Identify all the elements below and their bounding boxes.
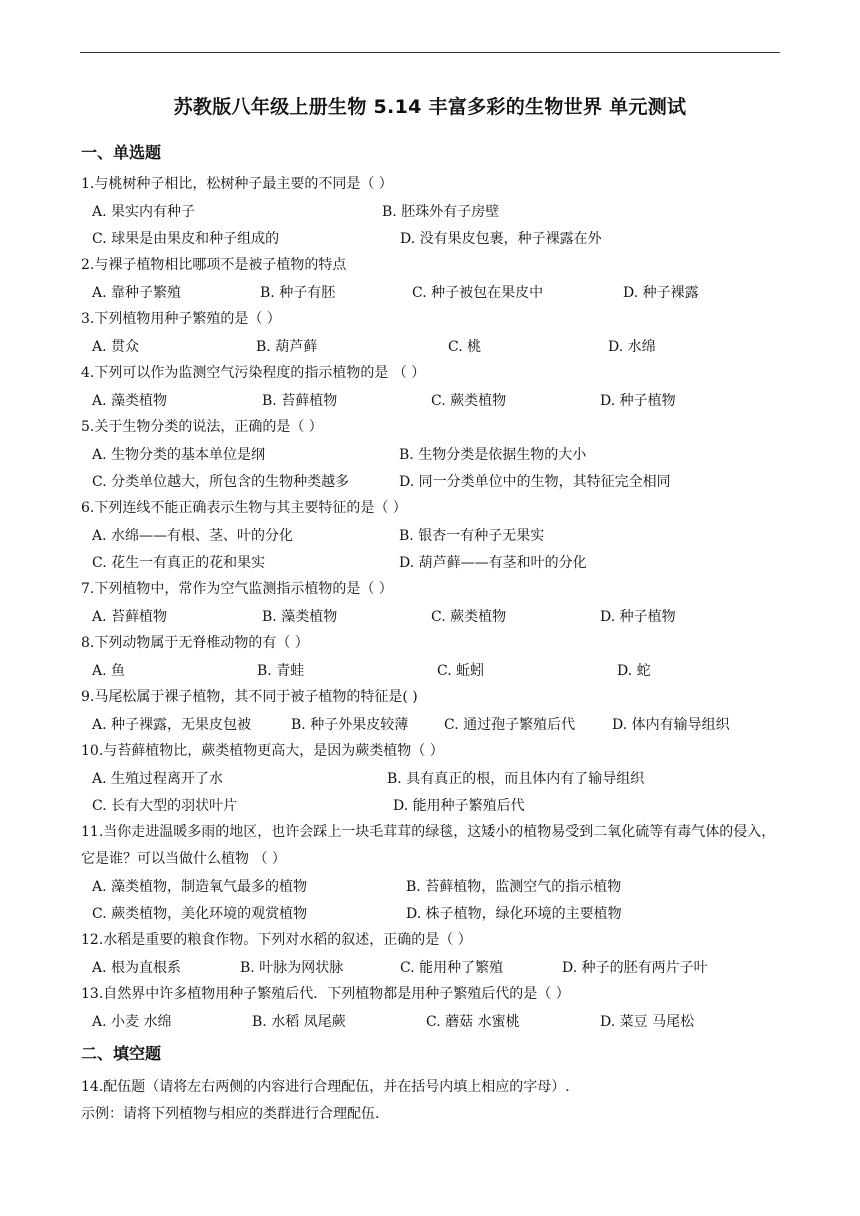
q5-option-a: A. 生物分类的基本单位是纲	[92, 447, 266, 463]
q12-option-b: B. 叶脉为网状脉	[240, 960, 344, 976]
question-3-stem: 3.下列植物用种子繁殖的是（ ）	[81, 311, 281, 327]
q13-option-c: C. 蘑菇 水蜜桃	[426, 1014, 520, 1030]
q11-option-b: B. 苔藓植物，监测空气的指示植物	[406, 879, 622, 895]
q4-option-b: B. 苔藓植物	[262, 393, 338, 409]
q9-option-b: B. 种子外果皮较薄	[291, 717, 409, 733]
q3-option-d: D. 水绵	[608, 339, 656, 355]
q1-option-b: B. 胚珠外有子房壁	[382, 204, 500, 220]
q9-option-c: C. 通过孢子繁殖后代	[444, 717, 576, 733]
question-2-stem: 2.与裸子植物相比哪项不是被子植物的特点	[81, 257, 347, 273]
question-6-stem: 6.下列连线不能正确表示生物与其主要特征的是（ ）	[81, 500, 407, 516]
question-11-stem: 11.当你走进温暖多雨的地区，也许会踩上一块毛茸茸的绿毯，这矮小的植物易受到二氧化硫等有毒气体的侵入，它是谁？可以当做什么植物 （ ）	[81, 824, 776, 867]
q1-option-c: C. 球果是由果皮和种子组成的	[92, 231, 280, 247]
q10-option-c: C. 长有大型的羽状叶片	[92, 798, 238, 814]
q10-option-b: B. 具有真正的根，而且体内有了输导组织	[387, 771, 645, 787]
q8-option-a: A. 鱼	[92, 663, 126, 679]
question-14-example: 示例：请将下列植物与相应的类群进行合理配伍.	[81, 1106, 380, 1122]
q11-option-c: C. 蕨类植物，美化环境的观赏植物	[92, 906, 308, 922]
q10-option-a: A. 生殖过程离开了水	[92, 771, 224, 787]
question-7-stem: 7.下列植物中，常作为空气监测指示植物的是（ ）	[81, 581, 393, 597]
q13-option-d: D. 菜豆 马尾松	[600, 1014, 695, 1030]
q2-option-d: D. 种子裸露	[623, 285, 699, 301]
q2-option-a: A. 靠种子繁殖	[92, 285, 182, 301]
q9-option-a: A. 种子裸露，无果皮包被	[92, 717, 252, 733]
q5-option-d: D. 同一分类单位中的生物，其特征完全相同	[399, 474, 671, 490]
q4-option-a: A. 藻类植物	[92, 393, 168, 409]
q11-option-a: A. 藻类植物，制造氧气最多的植物	[92, 879, 308, 895]
question-4-stem: 4.下列可以作为监测空气污染程度的指示植物的是 （ ）	[81, 365, 426, 381]
q1-option-a: A. 果实内有种子	[92, 204, 196, 220]
q8-option-b: B. 青蛙	[257, 663, 305, 679]
q13-option-a: A. 小麦 水绵	[92, 1014, 172, 1030]
q13-option-b: B. 水稻 凤尾蕨	[252, 1014, 346, 1030]
q5-option-c: C. 分类单位越大，所包含的生物种类越多	[92, 474, 350, 490]
q6-option-c: C. 花生一有真正的花和果实	[92, 555, 266, 571]
q7-option-a: A. 苔藓植物	[92, 609, 168, 625]
q7-option-d: D. 种子植物	[600, 609, 676, 625]
question-12-stem: 12.水稻是重要的粮食作物。下列对水稻的叙述，正确的是（ ）	[81, 932, 472, 948]
question-9-stem: 9.马尾松属于裸子植物，其不同于被子植物的特征是( )	[81, 689, 418, 705]
question-5-stem: 5.关于生物分类的说法，正确的是（ ）	[81, 419, 323, 435]
page-title: 苏教版八年级上册生物 5.14 丰富多彩的生物世界 单元测试	[173, 96, 687, 118]
q2-option-b: B. 种子有胚	[260, 285, 336, 301]
q6-option-a: A. 水绵——有根、茎、叶的分化	[92, 528, 294, 544]
q5-option-b: B. 生物分类是依据生物的大小	[399, 447, 587, 463]
q4-option-d: D. 种子植物	[600, 393, 676, 409]
header-rule	[80, 52, 780, 53]
q12-option-c: C. 能用种了繁殖	[400, 960, 504, 976]
q12-option-d: D. 种子的胚有两片子叶	[562, 960, 708, 976]
q4-option-c: C. 蕨类植物	[431, 393, 507, 409]
question-13-stem: 13.自然界中许多植物用种子繁殖后代．下列植物都是用种子繁殖后代的是（ ）	[81, 986, 570, 1002]
section-heading-fill-blank: 二、填空题	[81, 1044, 162, 1063]
question-10-stem: 10.与苔藓植物比，蕨类植物更高大，是因为蕨类植物（ ）	[81, 743, 444, 759]
question-1-stem: 1.与桃树种子相比，松树种子最主要的不同是（ ）	[81, 176, 393, 192]
q8-option-c: C. 蚯蚓	[437, 663, 485, 679]
q9-option-d: D. 体内有输导组织	[612, 717, 730, 733]
section-heading-single-choice: 一、单选题	[81, 143, 162, 162]
question-8-stem: 8.下列动物属于无脊椎动物的有（ ）	[81, 635, 309, 651]
q12-option-a: A. 根为直根系	[92, 960, 182, 976]
question-14-stem: 14.配伍题（请将左右两侧的内容进行合理配伍，并在括号内填上相应的字母）.	[81, 1079, 570, 1095]
q6-option-b: B. 银杏一有种子无果实	[399, 528, 545, 544]
q8-option-d: D. 蛇	[617, 663, 651, 679]
q7-option-b: B. 藻类植物	[262, 609, 338, 625]
q2-option-c: C. 种子被包在果皮中	[412, 285, 544, 301]
q3-option-b: B. 葫芦藓	[256, 339, 318, 355]
q1-option-d: D. 没有果皮包裹，种子裸露在外	[400, 231, 602, 247]
q11-option-d: D. 株子植物，绿化环境的主要植物	[406, 906, 622, 922]
q3-option-a: A. 贯众	[92, 339, 140, 355]
q6-option-d: D. 葫芦藓——有茎和叶的分化	[399, 555, 587, 571]
q10-option-d: D. 能用种子繁殖后代	[393, 798, 525, 814]
q7-option-c: C. 蕨类植物	[431, 609, 507, 625]
q3-option-c: C. 桃	[448, 339, 482, 355]
